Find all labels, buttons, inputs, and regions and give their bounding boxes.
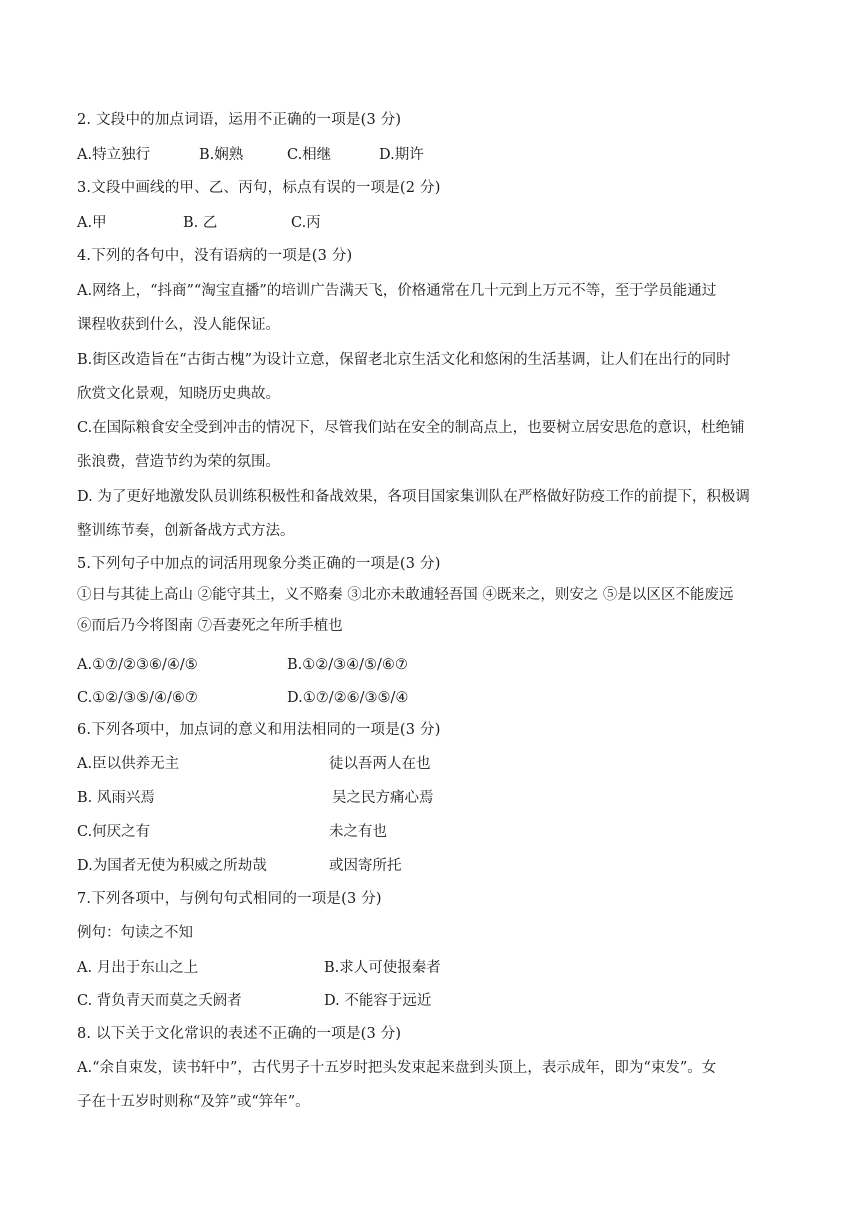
question-3-option-a: A.甲 <box>77 215 107 231</box>
question-2-option-c: C.相继 <box>287 147 332 163</box>
question-7-stem: 7.下列各项中，与例句句式相同的一项是(3 分) <box>77 891 382 907</box>
question-8-stem: 8. 以下关于文化常识的表述不正确的一项是(3 分) <box>77 1026 402 1042</box>
question-4-option-a-line1: A.网络上，“抖商”“淘宝直播”的培训广告满天飞，价格通常在几十元到上万元不等，至于学员能通过 <box>77 283 717 299</box>
question-7-example: 例句：句读之不知 <box>77 925 193 941</box>
question-4-option-c-line1: C.在国际粮食安全受到冲击的情况下，尽管我们站在安全的制高点上，也要树立居安思危的意识，杜绝铺 <box>77 420 745 436</box>
question-4-stem: 4.下列的各句中，没有语病的一项是(3 分) <box>77 248 353 264</box>
question-7-option-a: A. 月出于东山之上 <box>77 960 199 976</box>
question-6-option-a-left: A.臣以供养无主 <box>77 756 180 772</box>
question-4-option-b-line1: B.街区改造旨在“古街古槐”为设计立意，保留老北京生活文化和悠闲的生活基调，让人们在出行的同时 <box>77 352 731 368</box>
question-5-option-d: D.①⑦/②⑥/③⑤/④ <box>287 690 409 706</box>
question-5-option-a: A.①⑦/②③⑥/④/⑤ <box>77 657 198 673</box>
question-2-stem: 2. 文段中的加点词语，运用不正确的一项是(3 分) <box>77 112 402 128</box>
question-6-option-c-right: 未之有也 <box>329 824 387 840</box>
question-7-option-c: C. 背负青天而莫之夭阏者 <box>77 993 242 1009</box>
question-4-option-b-line2: 欣赏文化景观，知晓历史典故。 <box>77 386 280 402</box>
question-5-stem: 5.下列句子中加点的词活用现象分类正确的一项是(3 分) <box>77 556 441 572</box>
question-6-option-c-left: C.何厌之有 <box>77 824 151 840</box>
question-2-option-b: B.娴熟 <box>199 147 244 163</box>
question-5-sentences-line1: ①日与其徒上高山 ②能守其土，义不赂秦 ③北亦未敢逋轻吾国 ④既来之，则安之 ⑤是以区区不能废远 <box>77 587 734 603</box>
question-3-stem: 3.文段中画线的甲、乙、丙句，标点有误的一项是(2 分) <box>77 180 441 196</box>
question-4-option-c-line2: 张浪费，营造节约为荣的氛围。 <box>77 454 280 470</box>
question-7-option-d: D. 不能容于远近 <box>324 993 432 1009</box>
question-8-option-a-line2: 子在十五岁时则称“及笄”或“笄年”。 <box>77 1094 310 1110</box>
question-8-option-a-line1: A.“余自束发，读书轩中”，古代男子十五岁时把头发束起来盘到头顶上，表示成年，即为“束发”。女 <box>77 1060 717 1076</box>
question-7-option-b: B.求人可使报秦者 <box>324 960 441 976</box>
question-5-option-c: C.①②/③⑤/④/⑥⑦ <box>77 690 198 706</box>
question-6-option-d-right: 或因寄所托 <box>329 858 402 874</box>
question-6-option-b-right: 吴之民方痛心焉 <box>332 790 434 806</box>
question-6-stem: 6.下列各项中，加点词的意义和用法相同的一项是(3 分) <box>77 722 441 738</box>
question-3-option-b: B. 乙 <box>183 215 218 231</box>
question-4-option-d-line2: 整训练节奏，创新备战方式方法。 <box>77 523 295 539</box>
question-6-option-a-right: 徒以吾两人在也 <box>329 756 431 772</box>
question-5-option-b: B.①②/③④/⑤/⑥⑦ <box>287 657 408 673</box>
question-4-option-d-line1: D. 为了更好地激发队员训练积极性和备战效果，各项目国家集训队在严格做好防疫工作的前提下，积极调 <box>77 489 750 505</box>
question-4-option-a-line2: 课程收获到什么，没人能保证。 <box>77 317 280 333</box>
question-6-option-b-left: B. 风雨兴焉 <box>77 790 155 806</box>
question-5-sentences-line2: ⑥而后乃今将图南 ⑦吾妻死之年所手植也 <box>77 618 343 634</box>
question-3-option-c: C.丙 <box>291 215 321 231</box>
question-6-option-d-left: D.为国者无使为积威之所劫哉 <box>77 858 267 874</box>
question-2-option-d: D.期许 <box>379 147 424 163</box>
question-2-option-a: A.特立独行 <box>77 147 151 163</box>
